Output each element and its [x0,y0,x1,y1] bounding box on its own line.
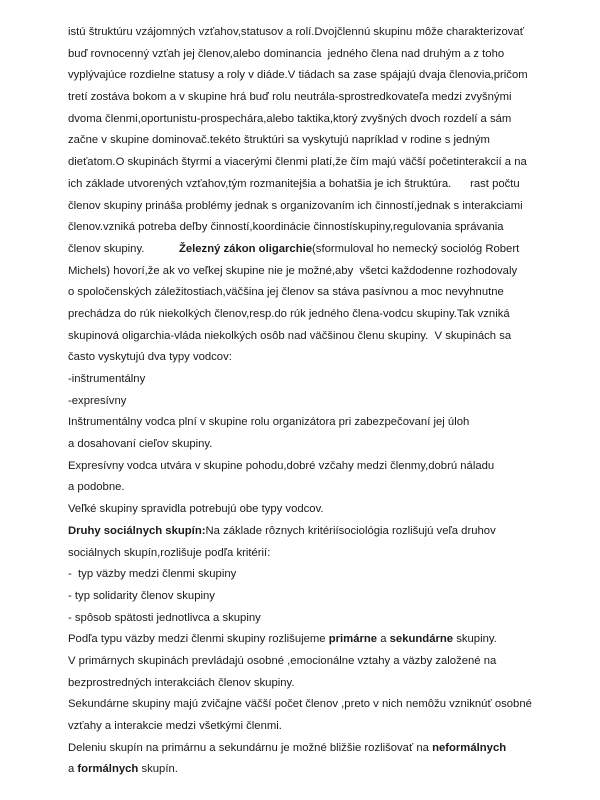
text-line [68,44,568,66]
text-line [68,326,568,348]
text-segment: Inštrumentálny vodca plní v skupine rolu organizátora pri zabezpečovaní jej úloh [68,416,470,429]
text-segment: a [377,633,390,646]
text-line [68,109,568,131]
bold-text: neformálnych [432,741,507,754]
text-segment: dvoma členmi,oportunistu-prospechára,alebo taktika,ktorý zvyšných dvoch rozdelí a sám [68,112,512,125]
text-line [68,651,568,673]
text-segment: často vyskytujú dva typy vodcov: [68,351,232,364]
text-segment: skupinová oligarchia-vláda niekolkých osôb nad väčšinou členu skupiny. V skupinách sa [68,329,512,342]
text-line [68,673,568,695]
text-segment: -expresívny [68,394,127,407]
text-line [68,304,568,326]
text-segment: Podľa typu väzby medzi členmi skupiny rozlišujeme [68,633,329,646]
text-segment: vyplývajúce rozdielne statusy a roly v diáde.V tiádach sa zase spájajú dvaja členovia,pričom [68,69,528,82]
text-segment: V primárnych skupinách prevládajú osobné ,emocionálne vztahy a väzby založené na [68,654,497,667]
text-line [68,282,568,304]
text-segment: členov skupiny. [68,242,179,255]
text-line [68,716,568,738]
text-line [68,694,568,716]
text-segment: Sekundárne skupiny majú zvičajne väčší počet členov ,preto v nich nemôžu vzniknúť osobné [68,698,532,711]
text-segment: - typ solidarity členov skupiny [68,589,215,602]
text-segment: prechádza do rúk niekolkých členov,resp.do rúk jedného člena-vodcu skupiny.Tak vzniká [68,307,510,320]
text-line [68,608,568,630]
text-line [68,412,568,434]
text-line [68,87,568,109]
text-line [68,130,568,152]
text-segment: - typ väzby medzi členmi skupiny [68,568,237,581]
text-segment: Na základe rôznych kritériísociológia rozlišujú veľa druhov [205,524,496,537]
text-line [68,391,568,413]
text-line [68,499,568,521]
text-line [68,261,568,283]
text-segment: buď rovnocenný vzťah jej členov,alebo dominancia jedného člena nad druhým a z toho [68,47,505,60]
text-line [68,564,568,586]
text-segment: vzťahy a interakcie medzi všetkými členmi. [68,720,282,732]
bold-text: Druhy sociálnych skupín: [68,524,206,537]
text-segment: Michels) hovorí,že ak vo veľkej skupine nie je možné,aby všetci každodenne rozhodovaly [68,264,518,277]
text-segment: a [68,763,78,776]
text-line [68,477,568,499]
text-line [68,65,568,87]
text-segment: členov skupiny prináša problémy jednak s organizovaním ich činností,jednak s interakciami [68,199,523,212]
text-segment: bezprostredných interakciách členov skupiny. [68,676,295,689]
text-segment: istú štruktúru vzájomných vzťahov,statusov a rolí.Dvojčlennú skupinu môže charakterizovať [68,26,524,38]
text-line [68,152,568,174]
text-segment: ich základe utvorených vzťahov,tým rozmanitejšia a bohatšia je ich štruktúra. rast počtu [68,177,520,190]
text-segment: začne v skupine dominovač.tekéto štruktúri sa vyskytujú napríklad v rodine s jedným [68,134,490,147]
text-segment: skupín. [138,763,178,776]
body-text [68,22,568,781]
text-line [68,759,568,781]
text-segment: členov.vzniká potreba deľby činností,koordinácie činnostískupiny,regulovania správania [68,221,504,234]
text-line [68,456,568,478]
text-segment: Deleniu skupín na primárnu a sekundárnu je možné bližšie rozlišovať na [68,741,433,754]
bold-text: sekundárne [389,633,454,646]
text-line [68,196,568,218]
text-line [68,629,568,651]
text-line [68,586,568,608]
text-line [68,543,568,565]
text-line [68,217,568,239]
text-segment: (sformuloval ho nemecký sociológ Robert [312,242,520,255]
text-segment: -inštrumentálny [68,373,146,385]
text-segment: sociálnych skupín,rozlišuje podľa kritérií: [68,546,271,559]
text-line [68,174,568,196]
text-segment: o spoločenských záležitostiach,väčšina jej členov sa stáva pasívnou a moc nevyhnutne [68,286,504,299]
text-segment: Veľké skupiny spravidla potrebujú obe typy vodcov. [68,503,324,516]
bold-text: primárne [328,633,378,646]
text-line [68,738,568,760]
bold-text: formálnych [77,763,139,776]
text-line [68,369,568,391]
text-line [68,239,568,261]
text-line [68,347,568,369]
text-segment: skupiny. [453,633,497,646]
bold-text: Železný zákon oligarchie [178,242,313,255]
text-segment: tretí zostáva bokom a v skupine hrá buď rolu neutrála-sprostredkovateľa medzi zvyšnými [68,91,512,104]
text-segment: a podobne. [68,481,125,494]
text-segment: dieťatom.O skupinách štyrmi a viacerými členmi platí,že čím majú väčší početinterakcií a na [68,156,527,169]
text-line [68,22,568,44]
text-segment: a dosahovaní cieľov skupiny. [68,438,213,451]
text-line [68,434,568,456]
text-segment: Expresívny vodca utvára v skupine pohodu,dobré vzčahy medzi členmy,dobrú náladu [68,459,495,472]
text-segment: - spôsob spätosti jednotlivca a skupiny [68,611,261,624]
text-line [68,521,568,543]
